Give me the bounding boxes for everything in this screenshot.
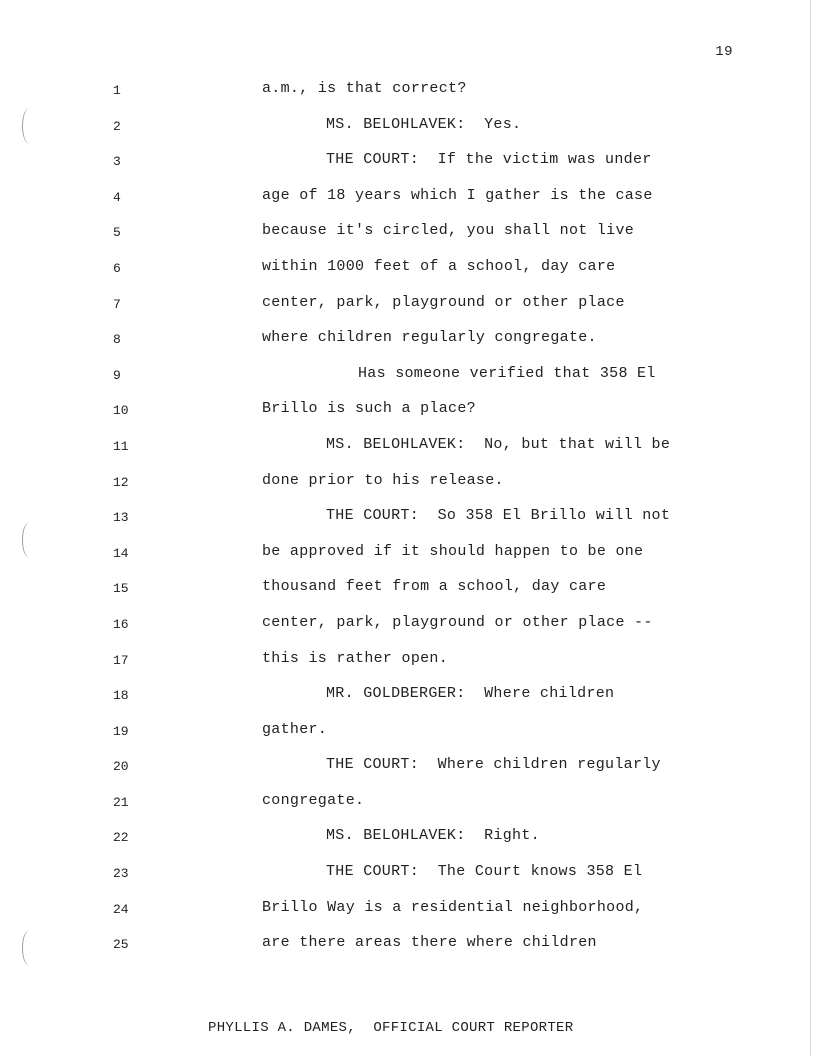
line-text: center, park, playground or other place xyxy=(262,293,625,311)
transcript-line xyxy=(0,399,800,435)
line-number: 16 xyxy=(113,616,129,632)
transcript-line xyxy=(0,613,800,649)
line-text: MS. BELOHLAVEK: No, but that will be xyxy=(326,435,671,453)
line-text: MS. BELOHLAVEK: Right. xyxy=(326,827,540,845)
transcript-line xyxy=(0,364,800,400)
line-number: 3 xyxy=(113,154,121,170)
line-number: 11 xyxy=(113,438,129,454)
line-text: this is rather open. xyxy=(262,649,449,667)
line-number: 8 xyxy=(113,332,121,348)
line-text: thousand feet from a school, day care xyxy=(262,578,607,596)
line-number: 12 xyxy=(113,474,129,490)
line-text: center, park, playground or other place -- xyxy=(262,613,653,631)
line-text: THE COURT: Where children regularly xyxy=(326,756,661,774)
page-footer xyxy=(0,1004,817,1036)
line-number: 21 xyxy=(113,794,129,810)
line-text: MS. BELOHLAVEK: Yes. xyxy=(326,115,522,133)
line-text: MR. GOLDBERGER: Where children xyxy=(326,685,615,703)
line-text: a.m., is that correct? xyxy=(262,80,467,97)
line-number: 25 xyxy=(113,937,129,953)
transcript-line xyxy=(0,542,800,578)
transcript-line xyxy=(0,684,800,720)
transcript-line xyxy=(0,186,800,222)
line-number: 5 xyxy=(113,225,121,241)
line-number: 22 xyxy=(113,830,129,846)
line-text: done prior to his release. xyxy=(262,471,504,489)
page-number: 19 xyxy=(715,44,733,60)
transcript-body xyxy=(0,79,800,969)
line-text: within 1000 feet of a school, day care xyxy=(262,257,616,275)
transcript-line xyxy=(0,435,800,471)
court-reporter-credit: PHYLLIS A. DAMES, OFFICIAL COURT REPORTER xyxy=(208,1020,574,1036)
transcript-line xyxy=(0,221,800,257)
line-number: 24 xyxy=(113,901,129,917)
line-text: be approved if it should happen to be one xyxy=(262,542,644,560)
line-text: gather. xyxy=(262,720,328,738)
transcript-line xyxy=(0,577,800,613)
transcript-line xyxy=(0,150,800,186)
transcript-line xyxy=(0,506,800,542)
line-number: 9 xyxy=(113,367,121,383)
transcript-line xyxy=(0,257,800,293)
line-number: 15 xyxy=(113,581,129,597)
line-number: 2 xyxy=(113,118,121,134)
line-text: Has someone verified that 358 El xyxy=(358,364,656,382)
line-number: 10 xyxy=(113,403,129,419)
transcript-line xyxy=(0,115,800,151)
line-text: THE COURT: If the victim was under xyxy=(326,151,652,169)
page-edge-line xyxy=(810,0,811,1056)
line-text: Brillo Way is a residential neighborhood, xyxy=(262,898,644,916)
line-text: congregate. xyxy=(262,791,365,809)
transcript-line xyxy=(0,328,800,364)
transcript-line xyxy=(0,826,800,862)
line-number: 18 xyxy=(113,688,129,704)
line-number: 7 xyxy=(113,296,121,312)
line-number: 14 xyxy=(113,545,129,561)
line-text: Brillo is such a place? xyxy=(262,400,476,418)
line-number: 20 xyxy=(113,759,129,775)
line-text: where children regularly congregate. xyxy=(262,329,597,347)
transcript-line xyxy=(0,898,800,934)
transcript-line xyxy=(0,649,800,685)
line-text: age of 18 years which I gather is the case xyxy=(262,186,653,204)
transcript-line xyxy=(0,720,800,756)
transcript-line xyxy=(0,755,800,791)
transcript-line xyxy=(0,933,800,969)
line-text: are there areas there where children xyxy=(262,934,597,952)
transcript-line xyxy=(0,862,800,898)
line-text: THE COURT: The Court knows 358 El xyxy=(326,863,643,881)
line-number: 1 xyxy=(113,83,121,98)
transcript-line xyxy=(0,293,800,329)
transcript-line xyxy=(0,791,800,827)
line-number: 6 xyxy=(113,260,121,276)
line-number: 17 xyxy=(113,652,129,668)
line-text: because it's circled, you shall not live xyxy=(262,222,635,240)
line-number: 23 xyxy=(113,866,129,882)
transcript-line xyxy=(0,79,800,115)
line-number: 4 xyxy=(113,189,121,205)
line-number: 19 xyxy=(113,723,129,739)
line-number: 13 xyxy=(113,510,129,526)
line-text: THE COURT: So 358 El Brillo will not xyxy=(326,507,671,525)
transcript-line xyxy=(0,471,800,507)
